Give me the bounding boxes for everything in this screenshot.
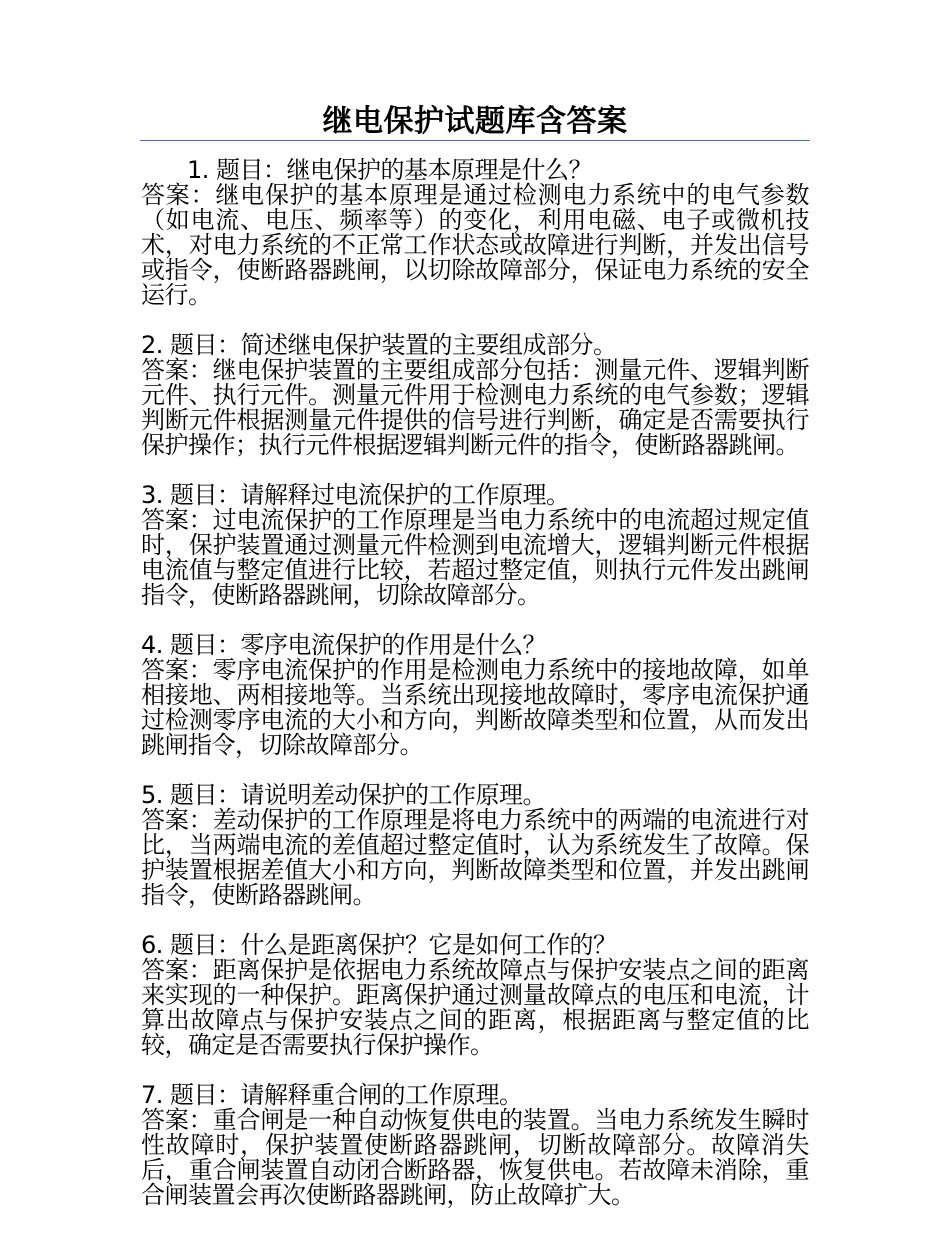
answer-text: 答案：零序电流保护的作用是检测电力系统中的接地故障，如单相接地、两相接地等。当系统出现接地故障时，零序电流保护通过检测零序电流的大小和方向，判断故障类型和位置，从而发出跳闸指令，切除故障部分。	[141, 656, 809, 759]
question-text: 1. 题目：继电保护的基本原理是什么？	[187, 156, 593, 184]
qa-item	[141, 158, 809, 308]
answer-text: 答案：继电保护装置的主要组成部分包括：测量元件、逻辑判断元件、执行元件。测量元件用于检测电力系统的电气参数；逻辑判断元件根据测量元件提供的信号进行判断，确定是否需要执行保护操作；执行元件根据逻辑判断元件的指令，使断路器跳闸。	[141, 356, 809, 459]
qa-item	[141, 783, 809, 908]
question-text: 3. 题目：请解释过电流保护的工作原理。	[141, 481, 570, 509]
question-text: 2. 题目：简述继电保护装置的主要组成部分。	[141, 331, 617, 359]
qa-item	[141, 633, 809, 758]
question-text: 4. 题目：零序电流保护的作用是什么？	[141, 631, 547, 659]
answer-text: 答案：距离保护是依据电力系统故障点与保护安装点之间的距离来实现的一种保护。距离保护通过测量故障点的电压和电流，计算出故障点与保护安装点之间的距离，根据距离与整定值的比较，确定是否需要执行保护操作。	[141, 956, 809, 1059]
answer-text: 答案：过电流保护的工作原理是当电力系统中的电流超过规定值时，保护装置通过测量元件检测到电流增大，逻辑判断元件根据电流值与整定值进行比较，若超过整定值，则执行元件发出跳闸指令，使断路器跳闸，切除故障部分。	[141, 506, 809, 609]
qa-item	[141, 1083, 809, 1208]
title-underline	[140, 140, 810, 141]
qa-list	[141, 158, 809, 1233]
answer-text: 答案：重合闸是一种自动恢复供电的装置。当电力系统发生瞬时性故障时，保护装置使断路器跳闸，切断故障部分。故障消失后，重合闸装置自动闭合断路器，恢复供电。若故障未消除，重合闸装置会再次使断路器跳闸，防止故障扩大。	[141, 1106, 809, 1209]
qa-item	[141, 483, 809, 608]
question-text: 6. 题目：什么是距离保护？它是如何工作的？	[141, 931, 617, 959]
qa-item	[141, 933, 809, 1058]
question-text: 5. 题目：请说明差动保护的工作原理。	[141, 781, 547, 809]
answer-text: 答案：差动保护的工作原理是将电力系统中的两端的电流进行对比，当两端电流的差值超过整定值时，认为系统发生了故障。保护装置根据差值大小和方向，判断故障类型和位置，并发出跳闸指令，使断路器跳闸。	[141, 806, 809, 909]
answer-text: 答案：继电保护的基本原理是通过检测电力系统中的电气参数（如电流、电压、频率等）的变化，利用电磁、电子或微机技术，对电力系统的不正常工作状态或故障进行判断，并发出信号或指令，使断路器跳闸，以切除故障部分，保证电力系统的安全运行。	[141, 181, 809, 309]
document-title: 继电保护试题库含答案	[322, 104, 628, 139]
question-text: 7. 题目：请解释重合闸的工作原理。	[141, 1081, 523, 1109]
qa-item	[141, 333, 809, 458]
